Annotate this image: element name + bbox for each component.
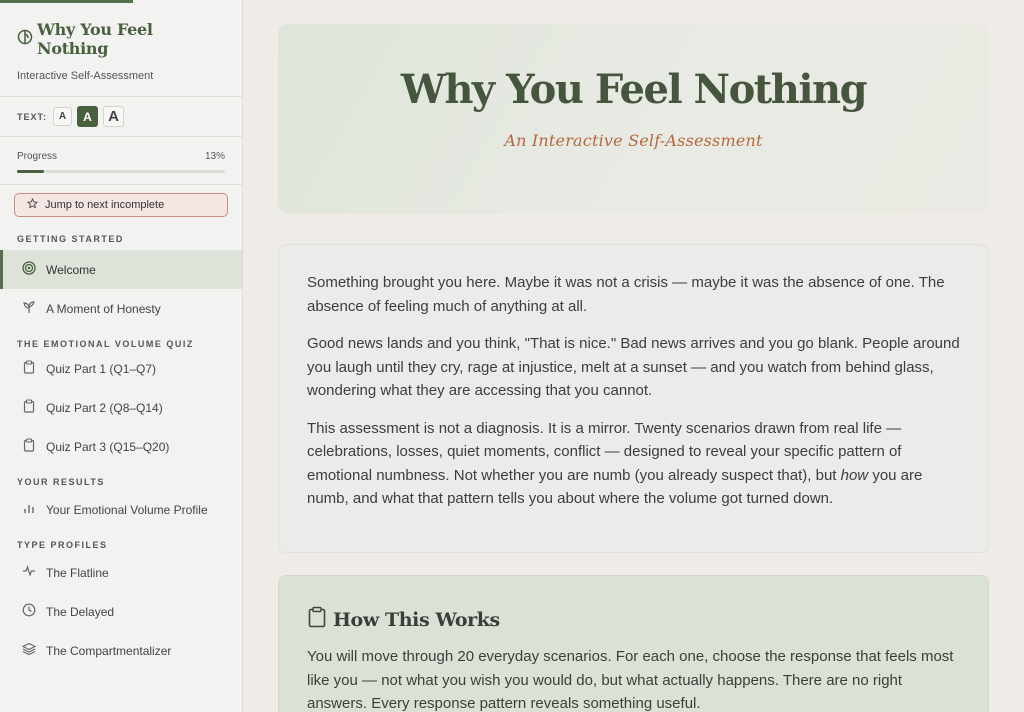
sidebar-item-label: Welcome [46, 262, 96, 277]
sidebar-item-label: Quiz Part 2 (Q8–Q14) [46, 400, 163, 415]
sidebar-item-label: The Delayed [46, 604, 115, 619]
plant-icon [22, 300, 36, 317]
sidebar-item-label: Quiz Part 3 (Q15–Q20) [46, 439, 170, 454]
page-title: Why You Feel Nothing [400, 66, 867, 113]
hero-banner [278, 24, 989, 214]
nav-section-getting-started: GETTING STARTED [17, 234, 124, 244]
how-it-works-card [278, 575, 989, 712]
leaf-icon [17, 29, 33, 49]
how-it-works-heading [307, 606, 960, 633]
intro-paragraph-3-start: This assessment is not a diagnosis. It is a mirror. Twenty scenarios drawn from real life — celebrations, losses, quiet moments, conflict — designed to reveal your specific pattern of emotional numbness. Not whether you are numb (you already suspect that), but [307, 419, 902, 484]
sidebar [0, 0, 243, 712]
sidebar-item-moment-of-honesty[interactable] [0, 289, 242, 328]
sidebar-item-welcome[interactable] [0, 250, 242, 289]
sidebar-item-delayed[interactable] [0, 592, 242, 631]
intro-paragraph-2: Good news lands and you think, "That is nice." Bad news arrives and you go blank. People around you laugh until they cry, rage at injustice, melt at a sunset — and you watch from behind glass, wondering what they are accessing that you cannot. [307, 335, 960, 399]
intro-paragraph-1: Something brought you here. Maybe it was not a crisis — maybe it was the absence of one. The absence of feeling much of anything at all. [307, 274, 945, 315]
text-size-small-button[interactable]: A [53, 107, 72, 126]
intro-card [278, 244, 989, 553]
layers-icon [22, 642, 36, 659]
sidebar-item-quiz-part-2[interactable] [0, 388, 242, 427]
progress-fill [17, 170, 44, 173]
brand-title-text: Why You Feel Nothing [37, 20, 153, 58]
clipboard-icon [22, 360, 36, 377]
sidebar-item-quiz-part-3[interactable] [0, 427, 242, 466]
star-icon [27, 198, 38, 212]
text-size-medium-button[interactable]: A [77, 106, 98, 127]
how-it-works-title: How This Works [333, 608, 500, 631]
pulse-icon [22, 564, 36, 581]
nav-section-your-results: YOUR RESULTS [17, 477, 105, 487]
clipboard-icon [307, 606, 327, 633]
brand-subtitle: Interactive Self-Assessment [17, 70, 154, 82]
nav-section-quiz: THE EMOTIONAL VOLUME QUIZ [17, 339, 194, 349]
text-size-large-button[interactable]: A [103, 106, 124, 127]
intro-paragraph-3 [307, 417, 960, 511]
page-subtitle: An Interactive Self-Assessment [504, 131, 763, 150]
clipboard-icon [22, 438, 36, 455]
sidebar-item-label: Your Emotional Volume Profile [46, 502, 208, 517]
jump-label: Jump to next incomplete [45, 199, 165, 211]
progress-track [17, 170, 225, 173]
sidebar-item-label: A Moment of Honesty [46, 301, 161, 316]
progress [0, 137, 242, 185]
text-size-label: TEXT: [17, 111, 48, 122]
target-icon [22, 261, 36, 278]
intro-paragraph-3-end: you are numb, and what that pattern tells you about where the volume got turned down. [307, 466, 923, 507]
sidebar-item-compartmentalizer[interactable] [0, 631, 242, 670]
sidebar-item-flatline[interactable] [0, 553, 242, 592]
sidebar-item-label: The Flatline [46, 565, 109, 580]
clock-icon [22, 603, 36, 620]
progress-label: Progress [17, 151, 58, 162]
sidebar-item-quiz-part-1[interactable] [0, 349, 242, 388]
intro-emphasis: how [840, 466, 869, 484]
progress-value: 13% [204, 151, 225, 162]
main-content [243, 0, 1024, 712]
clipboard-icon [22, 399, 36, 416]
brand [0, 0, 242, 97]
jump-to-next-incomplete-button[interactable] [14, 193, 228, 217]
top-progress-indicator [0, 0, 133, 3]
bar-chart-icon [22, 501, 36, 518]
brand-title[interactable] [17, 20, 225, 58]
sidebar-item-label: Quiz Part 1 (Q1–Q7) [46, 361, 157, 376]
sidebar-item-label: The Compartmentalizer [46, 643, 172, 658]
sidebar-item-emotional-volume-profile[interactable] [0, 490, 242, 529]
how-it-works-text: You will move through 20 everyday scenarios. For each one, choose the response that feels most like you — not what you wish you would do, but what actually happens. There are no right answers. Every response pattern reveals something useful. [307, 648, 954, 712]
nav-section-type-profiles: TYPE PROFILES [17, 540, 108, 550]
text-size-controls [0, 97, 242, 137]
